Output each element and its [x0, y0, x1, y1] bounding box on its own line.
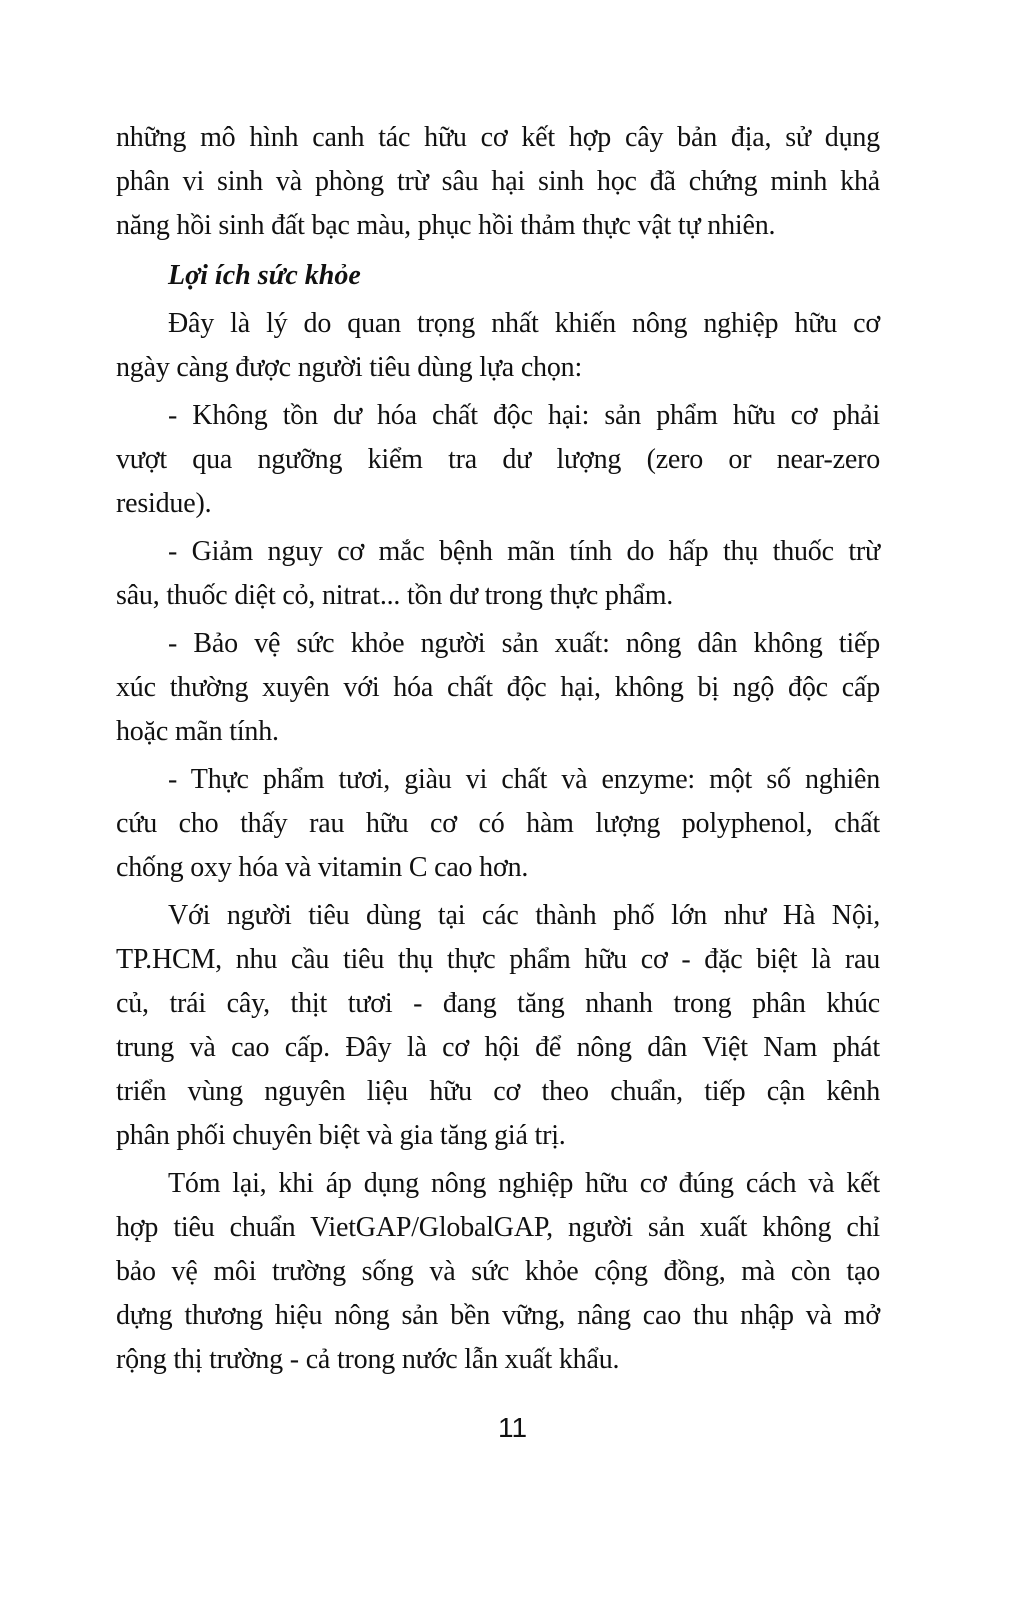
text-line: Tóm lại, khi áp dụng nông nghiệp hữu cơ đúng cách và kết [168, 1168, 880, 1199]
text-line: ngày càng được người tiêu dùng lựa chọn: [116, 352, 583, 383]
text-line: triển vùng nguyên liệu hữu cơ theo chuẩn, tiếp cận kênh [116, 1076, 880, 1107]
bullet-item [116, 758, 880, 890]
consumer-paragraph [116, 894, 880, 1158]
text-line: - Giảm nguy cơ mắc bệnh mãn tính do hấp thụ thuốc trừ [168, 536, 880, 567]
text-line: dựng thương hiệu nông sản bền vững, nâng cao thu nhập và mở [116, 1300, 880, 1331]
section-heading: Lợi ích sức khỏe [168, 260, 361, 291]
text-line: bảo vệ môi trường sống và sức khỏe cộng đồng, mà còn tạo [116, 1256, 880, 1287]
text-line: xúc thường xuyên với hóa chất độc hại, không bị ngộ độc cấp [116, 672, 880, 703]
text-line: rộng thị trường - cả trong nước lẫn xuất khẩu. [116, 1344, 620, 1375]
text-line: năng hồi sinh đất bạc màu, phục hồi thảm thực vật tự nhiên. [116, 210, 776, 241]
text-line: cứu cho thấy rau hữu cơ có hàm lượng polyphenol, chất [116, 808, 880, 839]
text-line: TP.HCM, nhu cầu tiêu thụ thực phẩm hữu cơ - đặc biệt là rau [116, 944, 880, 975]
text-line: - Không tồn dư hóa chất độc hại: sản phẩm hữu cơ phải [168, 400, 880, 431]
text-line: - Thực phẩm tươi, giàu vi chất và enzyme: một số nghiên [168, 764, 880, 795]
text-line: - Bảo vệ sức khỏe người sản xuất: nông dân không tiếp [168, 628, 880, 659]
bullet-item [116, 622, 880, 754]
page-number: 11 [497, 1412, 528, 1443]
text-line: residue). [116, 488, 212, 519]
text-line: hoặc mãn tính. [116, 716, 279, 747]
text-line: phân phối chuyên biệt và gia tăng giá trị. [116, 1120, 566, 1151]
text-line: Đây là lý do quan trọng nhất khiến nông nghiệp hữu cơ [168, 308, 880, 339]
lead-paragraph [116, 302, 880, 390]
text-line: hợp tiêu chuẩn VietGAP/GlobalGAP, người sản xuất không chỉ [116, 1212, 880, 1243]
summary-paragraph [116, 1162, 880, 1382]
text-line: chống oxy hóa và vitamin C cao hơn. [116, 852, 529, 883]
text-line: trung và cao cấp. Đây là cơ hội để nông dân Việt Nam phát [116, 1032, 880, 1063]
page-body [116, 116, 880, 1382]
bullet-item [116, 394, 880, 526]
bullet-item [116, 530, 880, 618]
text-line: Với người tiêu dùng tại các thành phố lớn như Hà Nội, [168, 900, 880, 931]
text-line: củ, trái cây, thịt tươi - đang tăng nhanh trong phân khúc [116, 988, 880, 1019]
text-line: vượt qua ngưỡng kiểm tra dư lượng (zero or near-zero [116, 444, 880, 475]
text-line: sâu, thuốc diệt cỏ, nitrat... tồn dư trong thực phẩm. [116, 580, 674, 611]
intro-paragraph [116, 116, 880, 248]
text-line: phân vi sinh và phòng trừ sâu hại sinh học đã chứng minh khả [116, 166, 880, 197]
text-line: những mô hình canh tác hữu cơ kết hợp cây bản địa, sử dụng [116, 122, 880, 153]
